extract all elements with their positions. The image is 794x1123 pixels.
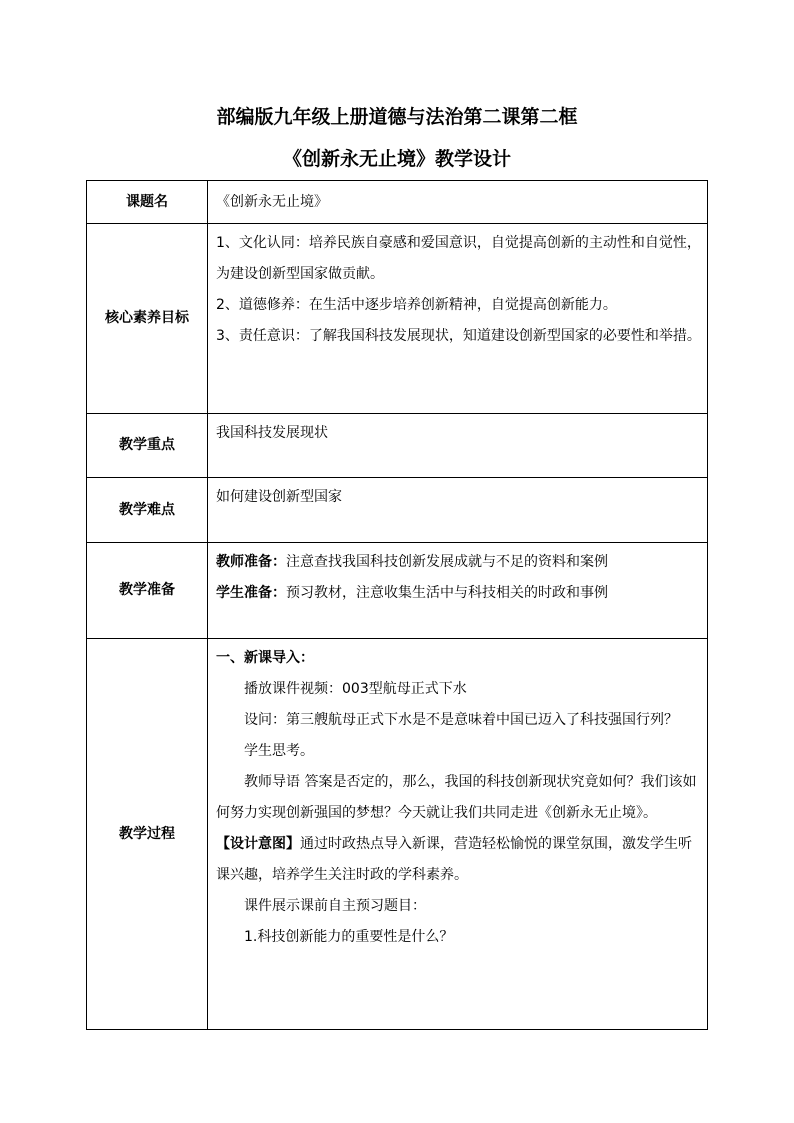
key-point-value: 我国科技发展现状 xyxy=(208,414,708,478)
student-preparation-text: 预习教材，注意收集生活中与科技相关的时政和事例 xyxy=(286,585,608,601)
preparation-content xyxy=(208,543,708,639)
table-row-key-point xyxy=(87,414,708,478)
difficulty-value: 如何建设创新型国家 xyxy=(208,478,708,543)
process-student-think: 学生思考。 xyxy=(244,743,314,759)
process-preview-line: 课件展示课前自主预习题目： xyxy=(244,898,426,914)
process-design-intent xyxy=(216,829,701,891)
process-preview-q1: 1.科技创新能力的重要性是什么？ xyxy=(244,929,454,945)
process-video-line: 播放课件视频：003型航母正式下水 xyxy=(244,681,467,697)
document-title-line2: 《创新永无止境》教学设计 xyxy=(282,148,511,170)
key-point-label: 教学重点 xyxy=(87,414,208,478)
core-goal-item-1: 1、文化认同：培养民族自豪感和爱国意识，自觉提高创新的主动性和自觉性，为建设创新型国家做贡献。 xyxy=(216,235,701,282)
document-title-line1: 部编版九年级上册道德与法治第二课第二框 xyxy=(216,106,578,128)
lesson-plan-table xyxy=(86,180,708,1030)
table-row-process xyxy=(87,639,708,1030)
table-row-difficulty xyxy=(87,478,708,543)
core-goal-item-2: 2、道德修养：在生活中逐步培养创新精神，自觉提高创新能力。 xyxy=(216,297,617,313)
table-row-preparation xyxy=(87,543,708,639)
table-row-core-goals xyxy=(87,224,708,414)
student-preparation-label: 学生准备： xyxy=(216,585,286,601)
difficulty-label: 教学难点 xyxy=(87,478,208,543)
core-goal-item-3: 3、责任意识：了解我国科技发展现状，知道建设创新型国家的必要性和举措。 xyxy=(216,328,701,344)
preparation-label: 教学准备 xyxy=(87,543,208,639)
table-row-lesson-name xyxy=(87,181,708,224)
core-goals-content xyxy=(208,224,708,414)
student-preparation xyxy=(216,578,701,609)
lesson-name-label: 课题名 xyxy=(87,181,208,224)
teacher-preparation-label: 教师准备： xyxy=(216,554,286,570)
process-teacher-guide: 教师导语 答案是否定的，那么，我国的科技创新现状究竟如何？我们该如何努力实现创新强国的梦想？今天就让我们共同走进《创新永无止境》。 xyxy=(216,774,697,821)
teacher-preparation-text: 注意查找我国科技创新发展成就与不足的资料和案例 xyxy=(286,554,608,570)
lesson-name-value: 《创新永无止境》 xyxy=(208,181,708,224)
process-question-line: 设问：第三艘航母正式下水是不是意味着中国已迈入了科技强国行列？ xyxy=(244,712,678,728)
core-goals-label: 核心素养目标 xyxy=(87,224,208,414)
teacher-preparation xyxy=(216,547,701,578)
design-intent-text: 通过时政热点导入新课，营造轻松愉悦的课堂氛围，激发学生听课兴趣，培养学生关注时政的学科素养。 xyxy=(216,836,692,883)
design-intent-label: 【设计意图】 xyxy=(216,836,300,852)
process-section-heading: 一、新课导入： xyxy=(216,650,314,666)
process-label: 教学过程 xyxy=(87,639,208,1030)
process-content xyxy=(208,639,708,1030)
